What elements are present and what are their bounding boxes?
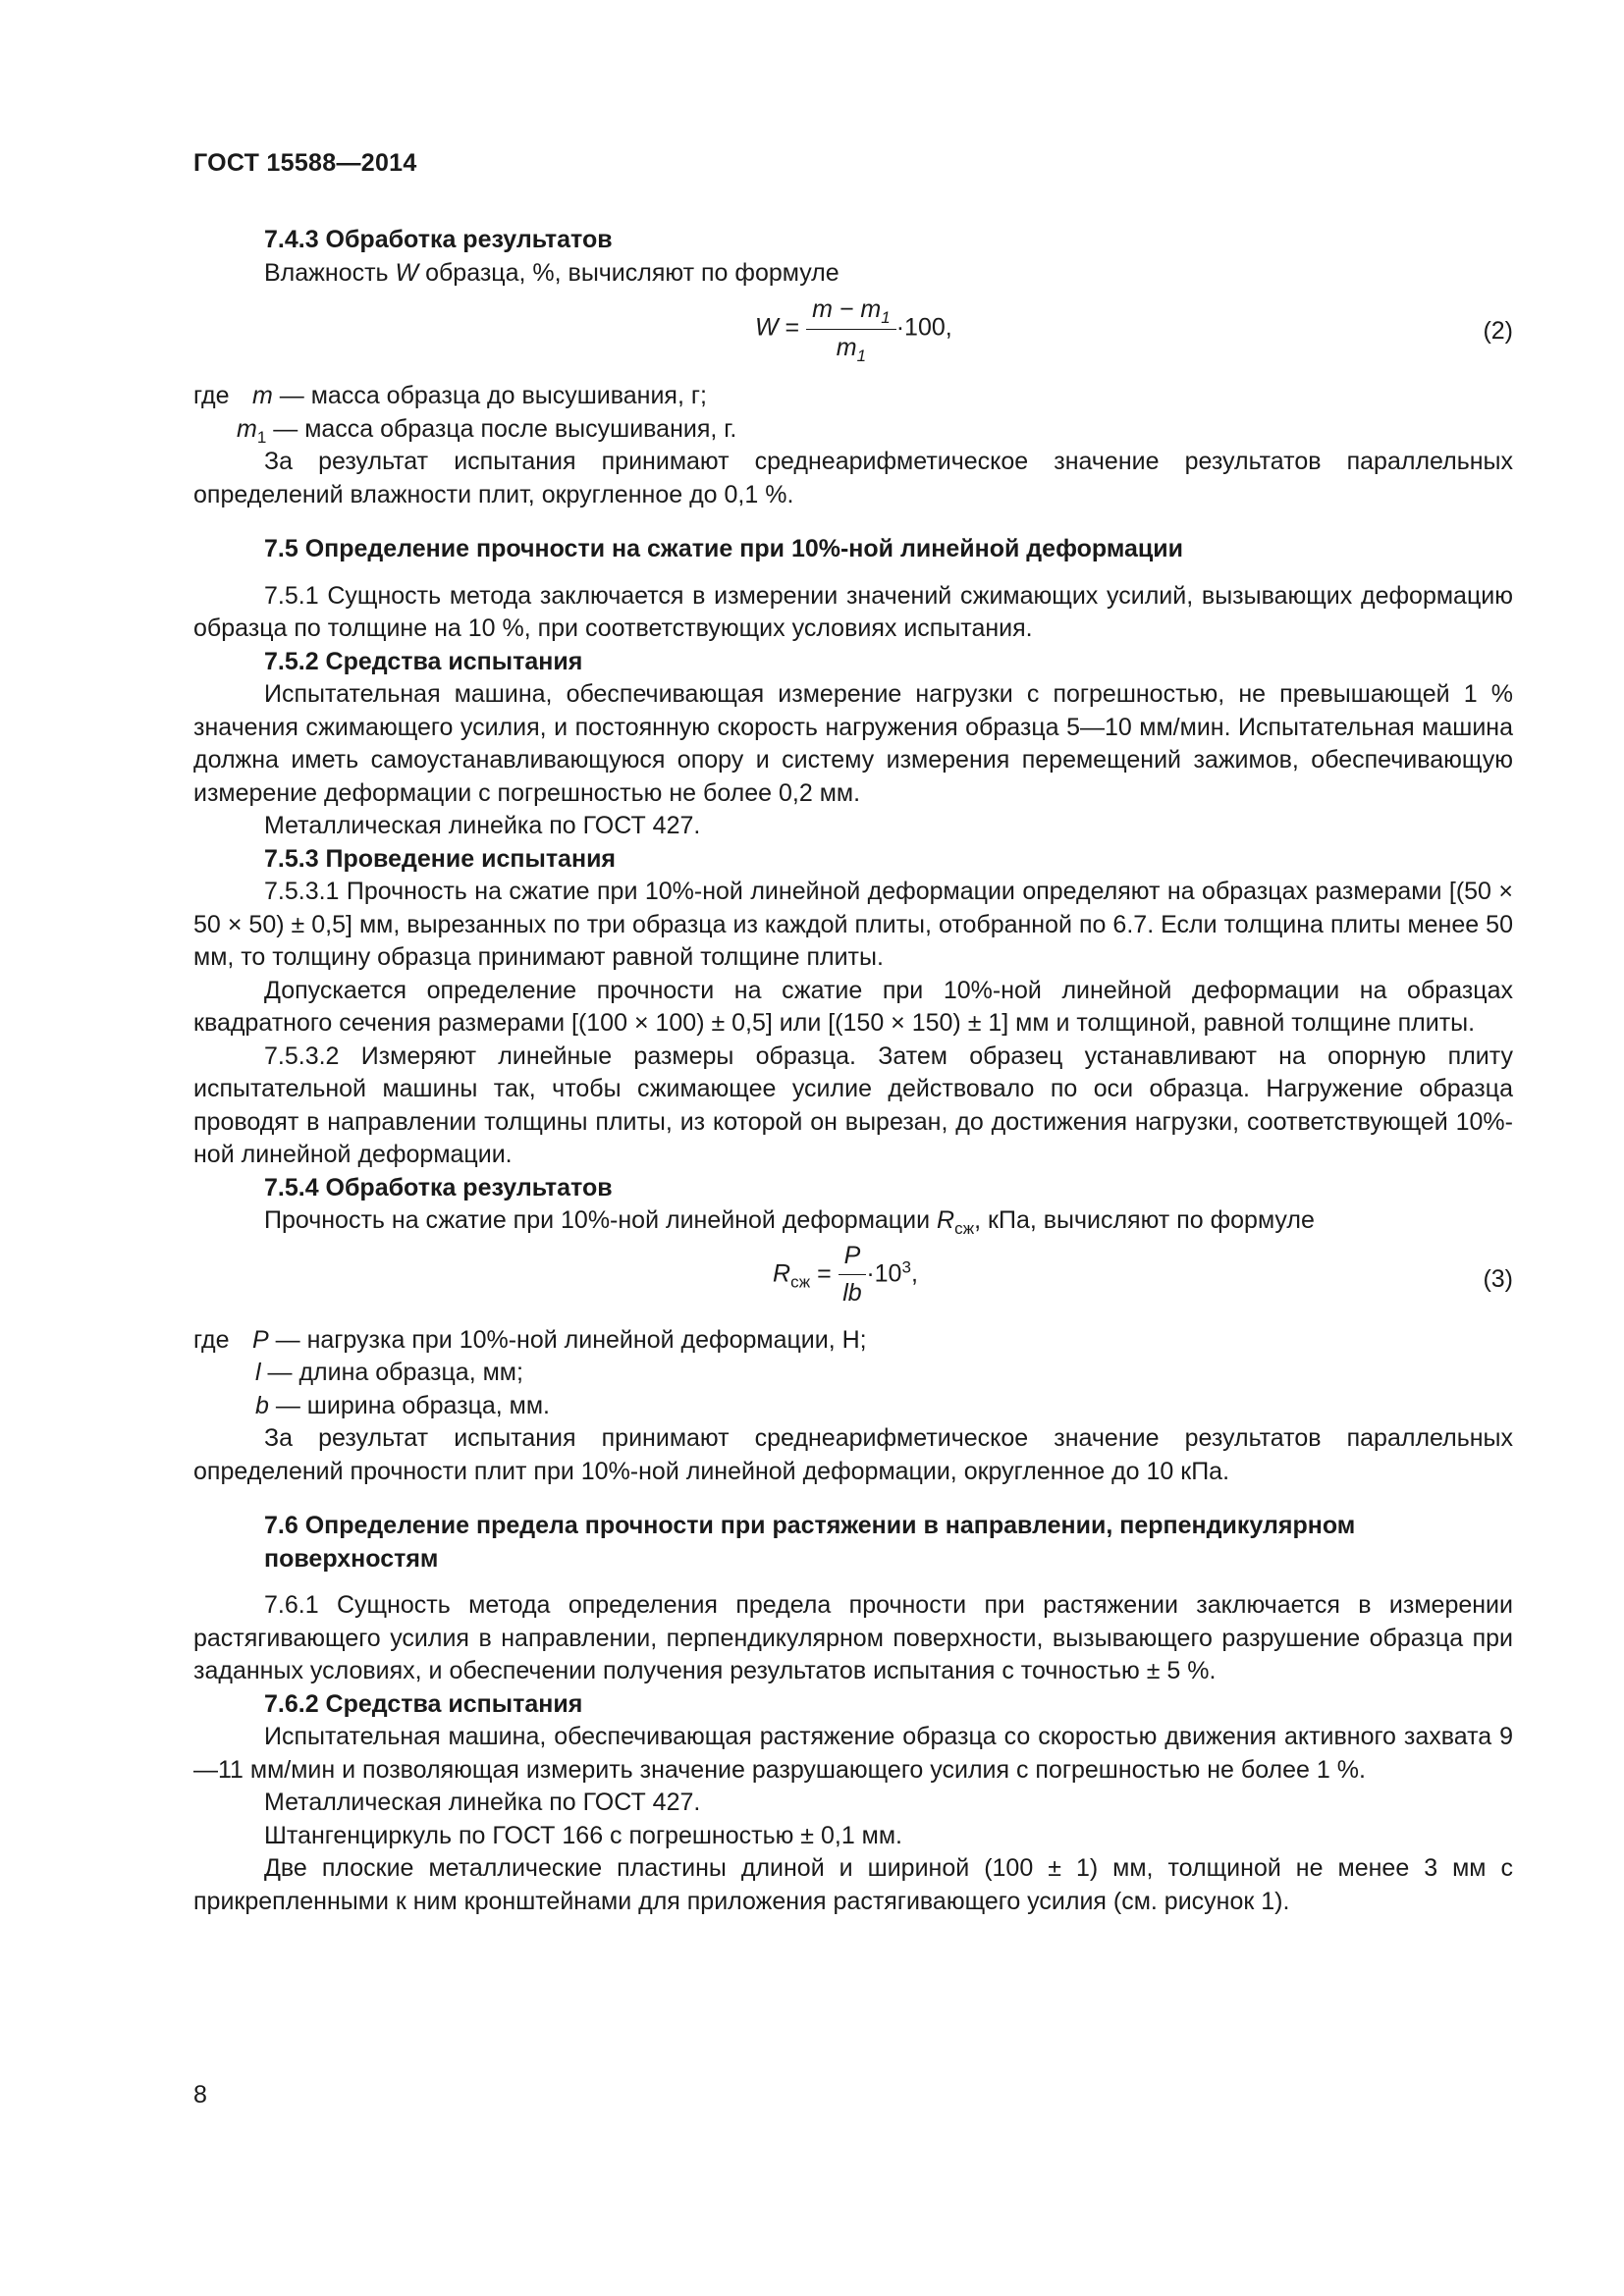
- paragraph: Металлическая линейка по ГОСТ 427.: [264, 1789, 701, 1816]
- formula-number-3: (3): [1483, 1264, 1513, 1293]
- paragraph: 7.5.3.1 Прочность на сжатие при 10%-ной линейной деформации определяют на образцах размерами [(50 × 50 × 50) ± 0,5] мм, вырезанных по три образца из каждой плиты, отобранной по 6.7. Если толщина плиты менее 50 мм, то толщину образца принимают равной толщине плиты.: [193, 878, 1513, 971]
- formula-3: $R_{сж}$ = $\frac{P}{lb}$ $\cdot 10^3$, (3): [773, 1241, 1513, 1307]
- formula-intro-3: Прочность на сжатие при 10%-ной линейной деформации $R_{сж}$, кПа, вычисляют по формуле: [264, 1206, 1315, 1238]
- formula-number-2: (2): [1483, 317, 1513, 345]
- page-number: 8: [193, 2081, 207, 2109]
- subsection-title-7-5-3: 7.5.3 Проведение испытания: [264, 844, 617, 873]
- legend-item: где m — масса образца до высушивания, г;: [193, 382, 707, 409]
- page-content: [193, 224, 1513, 1918]
- section-title-7-6: 7.6 Определение предела прочности при растяжении в направлении, перпендикулярном поверхностям: [264, 1512, 1356, 1573]
- paragraph: Испытательная машина, обеспечивающая измерение нагрузки с погрешностью, не превышающей 1 % значения сжимающего усилия, и постоянную скорость нагружения образца 5—10 мм/мин. Испытательная машина должна иметь самоустанавливающуюся опору и систему измерения перемещений зажимов, обеспечивающую измерение деформации с погрешностью не более 0,2 мм.: [193, 680, 1513, 807]
- legend-item: $m_1$ — масса образца после высушивания, г.: [237, 414, 737, 447]
- legend-item: где P — нагрузка при 10%-ной линейной деформации, Н;: [193, 1325, 867, 1354]
- paragraph: За результат испытания принимают среднеарифметическое значение результатов параллельных определений влажности плит, округленное до 0,1 %.: [193, 448, 1513, 508]
- formula-2: W = $\frac{m - m_1}{m_1}$ ·100, (2): [755, 295, 1513, 365]
- paragraph: Металлическая линейка по ГОСТ 427.: [264, 812, 701, 839]
- legend-item: b — ширина образца, мм.: [255, 1391, 550, 1419]
- legend-item: l — длина образца, мм;: [255, 1359, 523, 1386]
- subsection-title-7-6-2: 7.6.2 Средства испытания: [264, 1689, 583, 1718]
- paragraph: Штангенциркуль по ГОСТ 166 с погрешностью ± 0,1 мм.: [264, 1821, 902, 1849]
- paragraph: Допускается определение прочности на сжатие при 10%-ной линейной деформации на образцах квадратного сечения размерами [(100 × 100) ± 0,5] или [(150 × 150) ± 1] мм и толщиной, равной толщине плиты.: [193, 976, 1513, 1037]
- document-header: ГОСТ 15588—2014: [193, 149, 417, 177]
- paragraph: 7.5.1 Сущность метода заключается в измерении значений сжимающих усилий, вызывающих деформацию образца по толщине на 10 %, при соответствующих условиях испытания.: [193, 581, 1513, 642]
- paragraph: Испытательная машина, обеспечивающая растяжение образца со скоростью движения активного захвата 9—11 мм/мин и позволяющая измерить значение разрушающего усилия с погрешностью не более 1 %.: [193, 1723, 1513, 1784]
- paragraph: За результат испытания принимают среднеарифметическое значение результатов параллельных определений прочности плит при 10%-ной линейной деформации, округленное до 10 кПа.: [193, 1424, 1513, 1485]
- paragraph: Две плоские металлические пластины длиной и шириной (100 ± 1) мм, толщиной не менее 3 мм с прикрепленными к ним кронштейнами для приложения растягивающего усилия (см. рисунок 1).: [193, 1854, 1513, 1915]
- paragraph: 7.5.3.2 Измеряют линейные размеры образца. Затем образец устанавливают на опорную плиту испытательной машины так, чтобы сжимающее усилие действовало по оси образца. Нагружение образца проводят в направлении толщины плиты, из которой он вырезан, до достижения нагрузки, соответствующей 10%-ной линейной деформации.: [193, 1041, 1513, 1168]
- paragraph: 7.6.1 Сущность метода определения предела прочности при растяжении заключается в измерении растягивающего усилия в направлении, перпендикулярном поверхности, вызывающего разрушение образца при заданных условиях, и обеспечении получения результатов испытания с точностью ± 5 %.: [193, 1591, 1513, 1684]
- subsection-title-7-5-4: 7.5.4 Обработка результатов: [264, 1173, 613, 1201]
- formula-intro-2: Влажность W образца, %, вычисляют по формуле: [264, 258, 839, 287]
- section-title-7-5: 7.5 Определение прочности на сжатие при 10%-ной линейной деформации: [264, 535, 1183, 562]
- subsection-title-7-4-3: 7.4.3 Обработка результатов: [264, 226, 613, 253]
- subsection-title-7-5-2: 7.5.2 Средства испытания: [264, 647, 583, 675]
